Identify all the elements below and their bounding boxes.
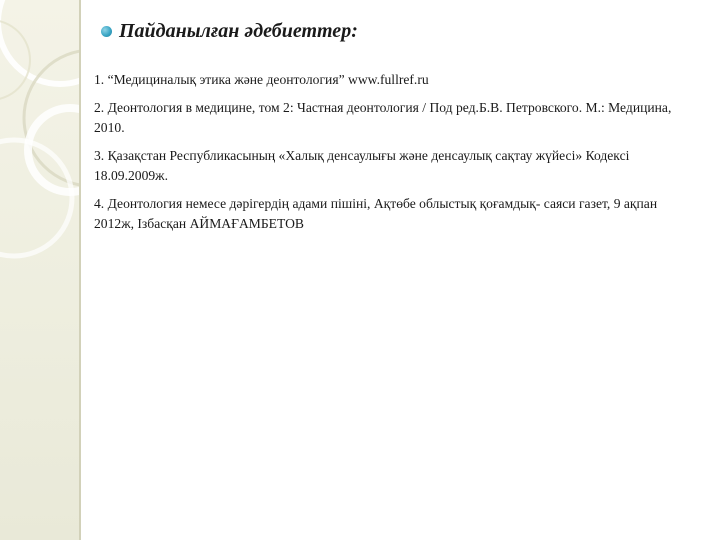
decorative-circles [0,0,79,540]
reference-list [94,70,694,242]
panel-divider [79,0,81,540]
reference-item: 3. Қазақстан Республикасының «Халық денсаулығы және денсаулық сақтау жүйесі» Кодексі 18.09.2009ж. [94,148,630,183]
decorative-side-panel [0,0,79,540]
reference-item: 4. Деонтология немесе дәрігердің адами пішіні, Ақтөбе облыстық қоғамдық- саяси газет, 9 ақпан 2012ж, Ізбасқан АЙМАҒАМБЕТОВ [94,196,658,231]
slide-title-row [101,14,701,48]
bullet-dot-icon [101,26,112,37]
slide-title: Пайданылған әдебиеттер: [119,19,358,42]
reference-item: 1. “Медициналық этика және деонтология” www.fullref.ru [94,72,429,87]
reference-item: 2. Деонтология в медицине, том 2: Частная деонтология / Под ред.Б.В. Петровского. М.: Медицина, 2010. [94,100,672,135]
